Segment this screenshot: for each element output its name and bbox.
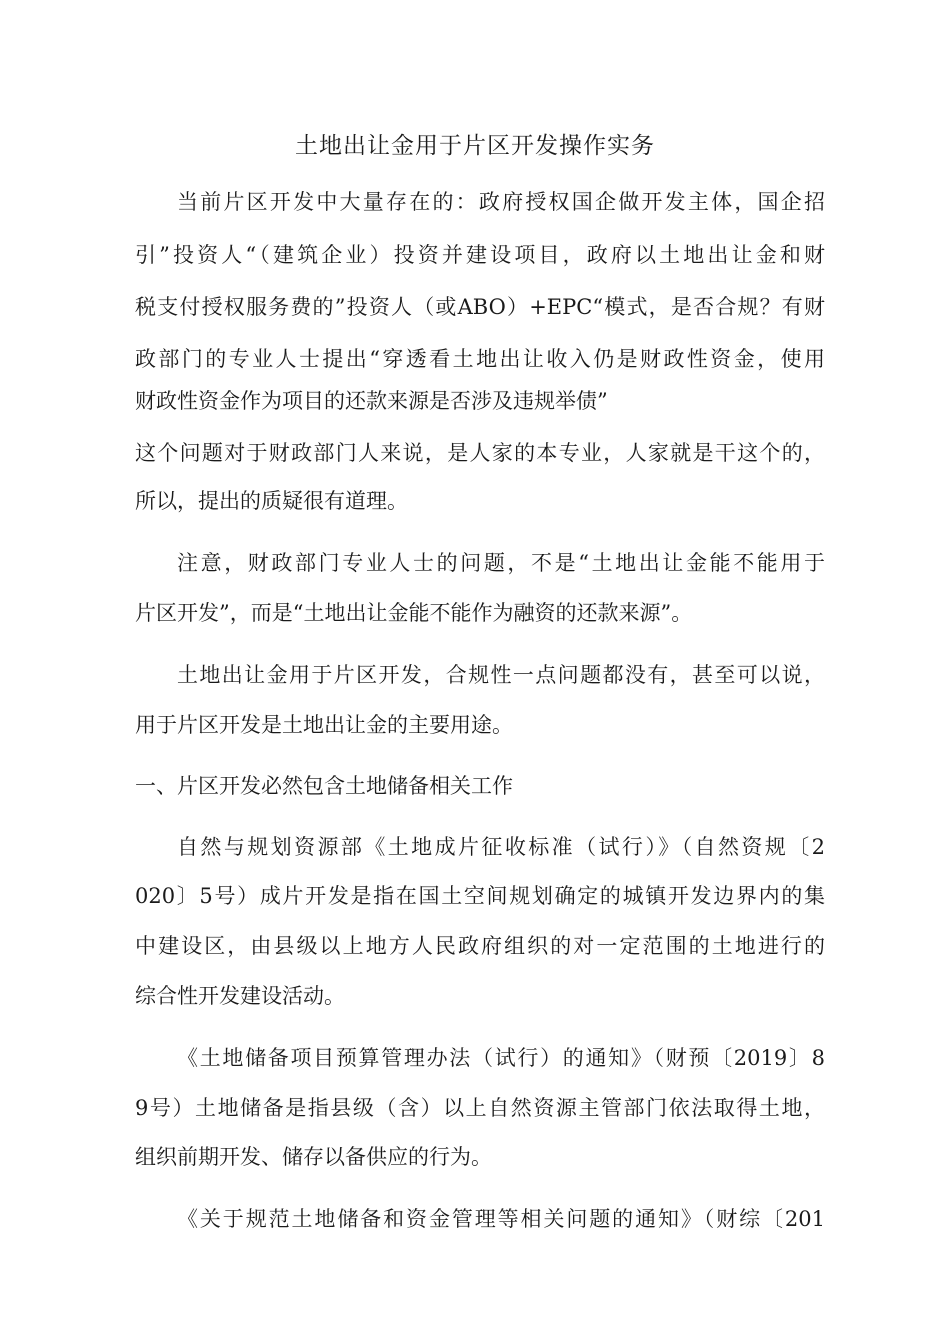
paragraph-line: 这个问题对于财政部门人来说，是人家的本专业，人家就是干这个的， (135, 441, 825, 465)
paragraph-line: 中建设区，由县级以上地方人民政府组织的对一定范围的土地进行的 (135, 934, 825, 958)
paragraph-line: 综合性开发建设活动。 (135, 984, 345, 1008)
paragraph-line: 用于片区开发是土地出让金的主要用途。 (135, 713, 513, 737)
paragraph-line: 所以，提出的质疑很有道理。 (135, 489, 408, 513)
document-title: 土地出让金用于片区开发操作实务 (295, 133, 655, 159)
paragraph-line: 《关于规范土地储备和资金管理等相关问题的通知》（财综〔201 (177, 1207, 825, 1231)
paragraph-line: 组织前期开发、储存以备供应的行为。 (135, 1145, 492, 1169)
paragraph-line: 020〕5号）成片开发是指在国土空间规划确定的城镇开发边界内的集 (135, 884, 825, 908)
section-heading: 一、片区开发必然包含土地储备相关工作 (135, 774, 513, 798)
paragraph-line: 税支付授权服务费的”投资人（或ABO）+EPC“模式，是否合规？有财 (135, 295, 825, 319)
paragraph-line: 《土地储备项目预算管理办法（试行）的通知》（财预〔2019〕8 (177, 1046, 825, 1070)
paragraph-line: 土地出让金用于片区开发，合规性一点问题都没有，甚至可以说， (177, 663, 825, 687)
paragraph-line: 自然与规划资源部《土地成片征收标准（试行）》（自然资规〔2 (177, 835, 825, 859)
paragraph-line: 片区开发”，而是“土地出让金能不能作为融资的还款来源”。 (135, 601, 693, 625)
paragraph-line: 当前片区开发中大量存在的：政府授权国企做开发主体，国企招 (177, 190, 825, 214)
paragraph-line: 政部门的专业人士提出“穿透看土地出让收入仍是财政性资金，使用 (135, 347, 825, 371)
paragraph-line: 注意，财政部门专业人士的问题，不是“土地出让金能不能用于 (177, 551, 825, 575)
paragraph-line: 9号）土地储备是指县级（含）以上自然资源主管部门依法取得土地， (135, 1096, 825, 1120)
paragraph-line: 引”投资人“（建筑企业）投资并建设项目，政府以土地出让金和财 (135, 243, 825, 267)
paragraph-line: 财政性资金作为项目的还款来源是否涉及违规举债” (135, 389, 608, 413)
